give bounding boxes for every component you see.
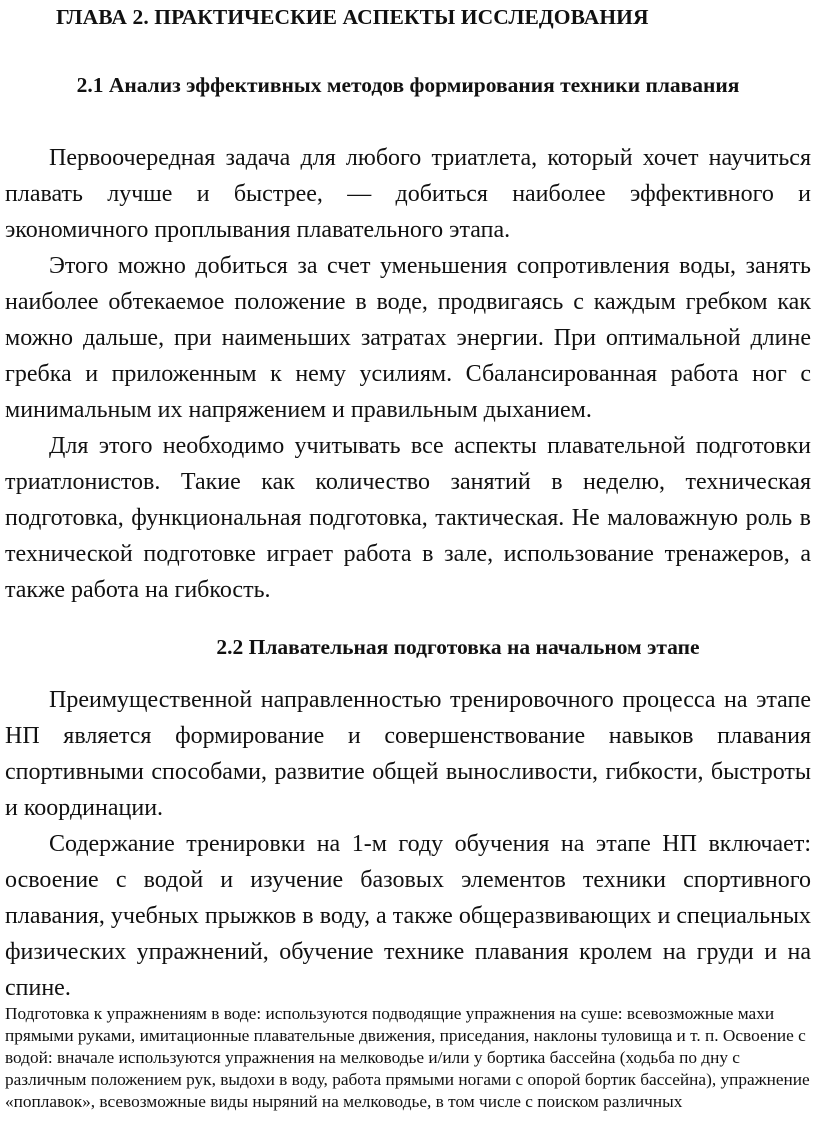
paragraph-resistance: Этого можно добиться за счет уменьшения сопротивления воды, занять наиболее обтекаемое положение в воде, продвигаясь с каждым гребком как можно дальше, при наименьших затратах энергии. При оптимальной длине гребка и приложенным к нему усилиям. Сбалансированная работа ног с минимальным их напряжением и правильным дыханием. <box>5 253 811 423</box>
section-title-2-2: 2.2 Плавательная подготовка на начальном этапе <box>216 635 700 659</box>
paragraph-task: Первоочередная задача для любого триатлета, который хочет научиться плавать лучше и быстрее, — добиться наиболее эффективного и экономичного проплывания плавательного этапа. <box>5 145 811 243</box>
chapter-title: ГЛАВА 2. ПРАКТИЧЕСКИЕ АСПЕКТЫ ИССЛЕДОВАНИЯ <box>56 5 649 29</box>
footnote-text: Подготовка к упражнениям в воде: используются подводящие упражнения на суше: всевозможные махи прямыми руками, имитационные плавательные движения, приседания, наклоны туловища и т. п. Освоение с водой: вначале используются упражнения на мелководье и/или у бортика бассейна (ходьба по дну с различным положением рук, выдохи в воду, работа прямыми ногами с опорой бортик бассейна), упражнение «поплавок», всевозможные виды ныряний на мелководье, в том числе с поиском различных <box>5 1004 810 1111</box>
section-title-2-1: 2.1 Анализ эффективных методов формирования техники плавания <box>76 73 740 97</box>
paragraph-direction: Преимущественной направленностью тренировочного процесса на этапе НП является формирование и совершенствование навыков плавания спортивными способами, развитие общей выносливости, гибкости, быстроты и координации. <box>5 687 811 821</box>
paragraph-aspects: Для этого необходимо учитывать все аспекты плавательной подготовки триатлонистов. Такие как количество занятий в неделю, техническая подготовка, функциональная подготовка, тактическая. Не маловажную роль в технической подготовке играет работа в зале, использование тренажеров, а также работа на гибкость. <box>5 433 811 603</box>
paragraph-content: Содержание тренировки на 1-м году обучения на этапе НП включает: освоение с водой и изучение базовых элементов техники спортивного плавания, учебных прыжков в воду, а также общеразвивающих и специальных физических упражнений, обучение технике плавания кролем на груди и на спине. <box>5 831 811 1001</box>
